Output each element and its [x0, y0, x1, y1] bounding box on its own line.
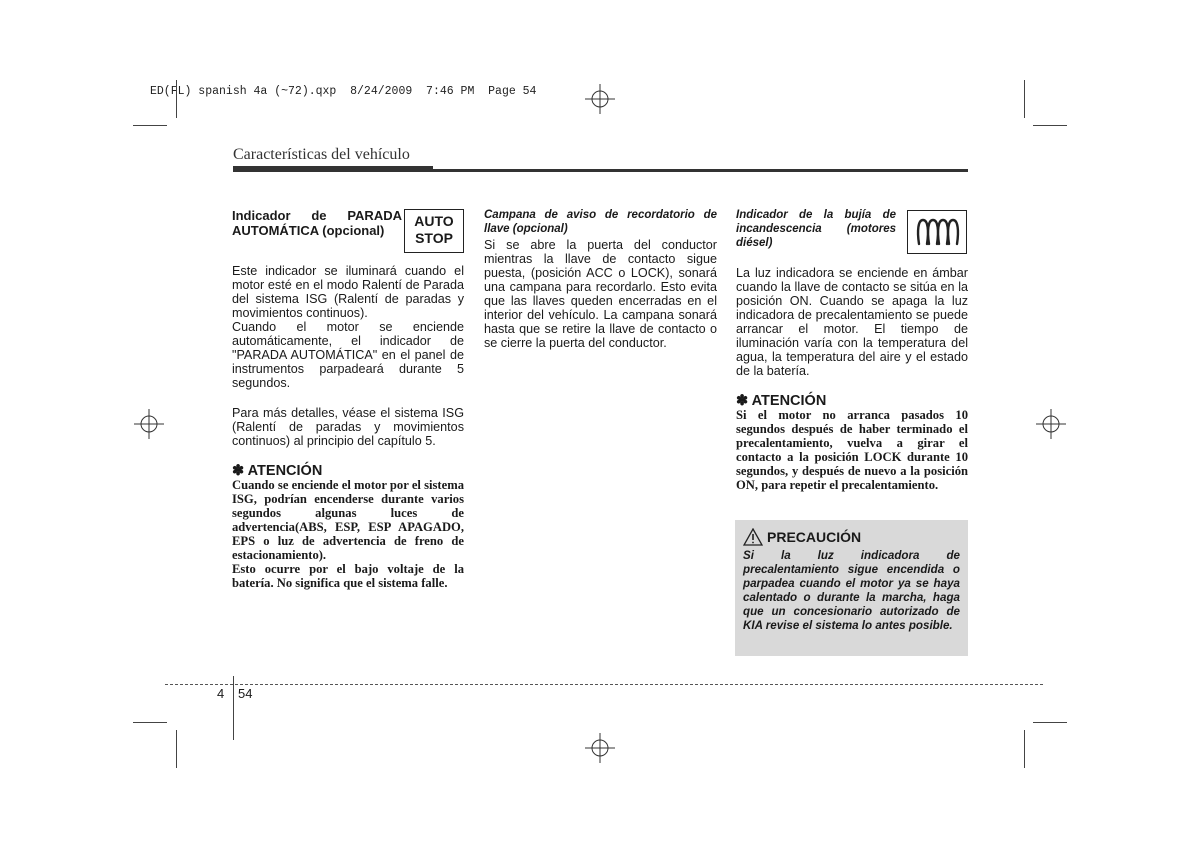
crop-mark: [1033, 722, 1067, 723]
registration-mark-icon: [134, 409, 164, 439]
section-title: Características del vehículo: [233, 146, 410, 163]
registration-mark-icon: [1036, 409, 1066, 439]
auto-stop-heading: Indicador de PARADA AUTOMÁTICA (opcional): [232, 208, 402, 238]
warning-triangle-icon: [743, 528, 763, 546]
footer-rule: [165, 684, 1043, 685]
caution-heading: [743, 528, 960, 546]
glow-plug-icon: [907, 210, 967, 254]
auto-stop-paragraph-2: Cuando el motor se enciende automáticamente, el indicador de "PARADA AUTOMÁTICA" en el panel de instrumentos parpadeará durante 5 segundos.: [232, 320, 464, 390]
glow-plug-body: La luz indicadora se enciende en ámbar cuando la llave de contacto se sitúa en la posición ON. Cuando se apaga la luz indicadora de precalentamiento se puede arrancar el motor. El tiempo de iluminación varía con la temperatura del agua, la temperatura del aire y el estado de la batería.: [736, 266, 968, 378]
attention-paragraph-2: Esto ocurre por el bajo voltaje de la batería. No significa que el sistema falle.: [232, 562, 464, 590]
column-1: [232, 264, 464, 590]
print-slug: ED(FL) spanish 4a (~72).qxp 8/24/2009 7:46 PM Page 54: [150, 85, 537, 98]
crop-mark: [1024, 730, 1025, 768]
chapter-number: 4: [217, 686, 225, 701]
attention-heading: ✽ ATENCIÓN: [232, 463, 323, 479]
crop-mark: [176, 730, 177, 768]
auto-stop-badge-line2: STOP: [415, 230, 453, 246]
page-number: 54: [238, 686, 253, 701]
auto-stop-paragraph-1: Este indicador se iluminará cuando el motor esté en el modo Ralentí de Parada del sistema ISG (Ralentí de paradas y movimientos continuos).: [232, 264, 464, 320]
key-reminder-body: Si se abre la puerta del conductor mientras la llave de contacto sigue puesta, (posición ACC o LOCK), sonará una campana para recordarlo. Esto evita que las llaves queden encerradas en el interior del vehículo. La campana sonará hasta que se retire la llave de contacto o se cierre la puerta del conductor.: [484, 238, 717, 350]
registration-mark-icon: [585, 84, 615, 114]
crop-mark: [1033, 125, 1067, 126]
crop-mark: [133, 125, 167, 126]
column-3: [736, 266, 968, 492]
registration-mark-icon: [585, 733, 615, 763]
glow-plug-heading-block: [736, 208, 896, 250]
auto-stop-badge-line1: AUTO: [414, 213, 454, 229]
attention-heading: ✽ ATENCIÓN: [736, 393, 827, 409]
footer-divider: [233, 676, 234, 740]
crop-mark: [1024, 80, 1025, 118]
title-rule-accent: [233, 166, 433, 172]
auto-stop-paragraph-3: Para más detalles, véase el sistema ISG (Ralentí de paradas y movimientos continuos) al principio del capítulo 5.: [232, 406, 464, 448]
crop-mark: [176, 80, 177, 118]
glow-plug-coil-icon: [908, 211, 965, 252]
auto-stop-indicator-icon: [404, 209, 464, 253]
caution-body: Si la luz indicadora de precalentamiento sigue encendida o parpadea cuando el motor ya se haya calentado o durante la marcha, haga que un concesionario autorizado de KIA revise el sistema lo antes posible.: [743, 549, 960, 632]
glow-plug-heading: Indicador de la bujía de incandescencia (motores diésel): [736, 209, 896, 249]
attention-paragraph-1: Cuando se enciende el motor por el sistema ISG, podrían encenderse durante varios segundos algunas luces de advertencia(ABS, ESP, ESP APAGADO, EPS o luz de advertencia de freno de estacionamiento).: [232, 478, 464, 562]
crop-mark: [133, 722, 167, 723]
attention-body: Si el motor no arranca pasados 10 segundos después de haber terminado el precalentamiento, vuelva a girar el contacto a la posición LOCK durante 10 segundos, y después de nuevo a la posición ON, para repetir el precalentamiento.: [736, 408, 968, 492]
caution-title: PRECAUCIÓN: [767, 529, 862, 545]
auto-stop-heading-block: [232, 208, 402, 238]
key-reminder-heading: Campana de aviso de recordatorio de llave (opcional): [484, 209, 717, 235]
column-2: [484, 208, 717, 350]
caution-box: [735, 520, 968, 656]
